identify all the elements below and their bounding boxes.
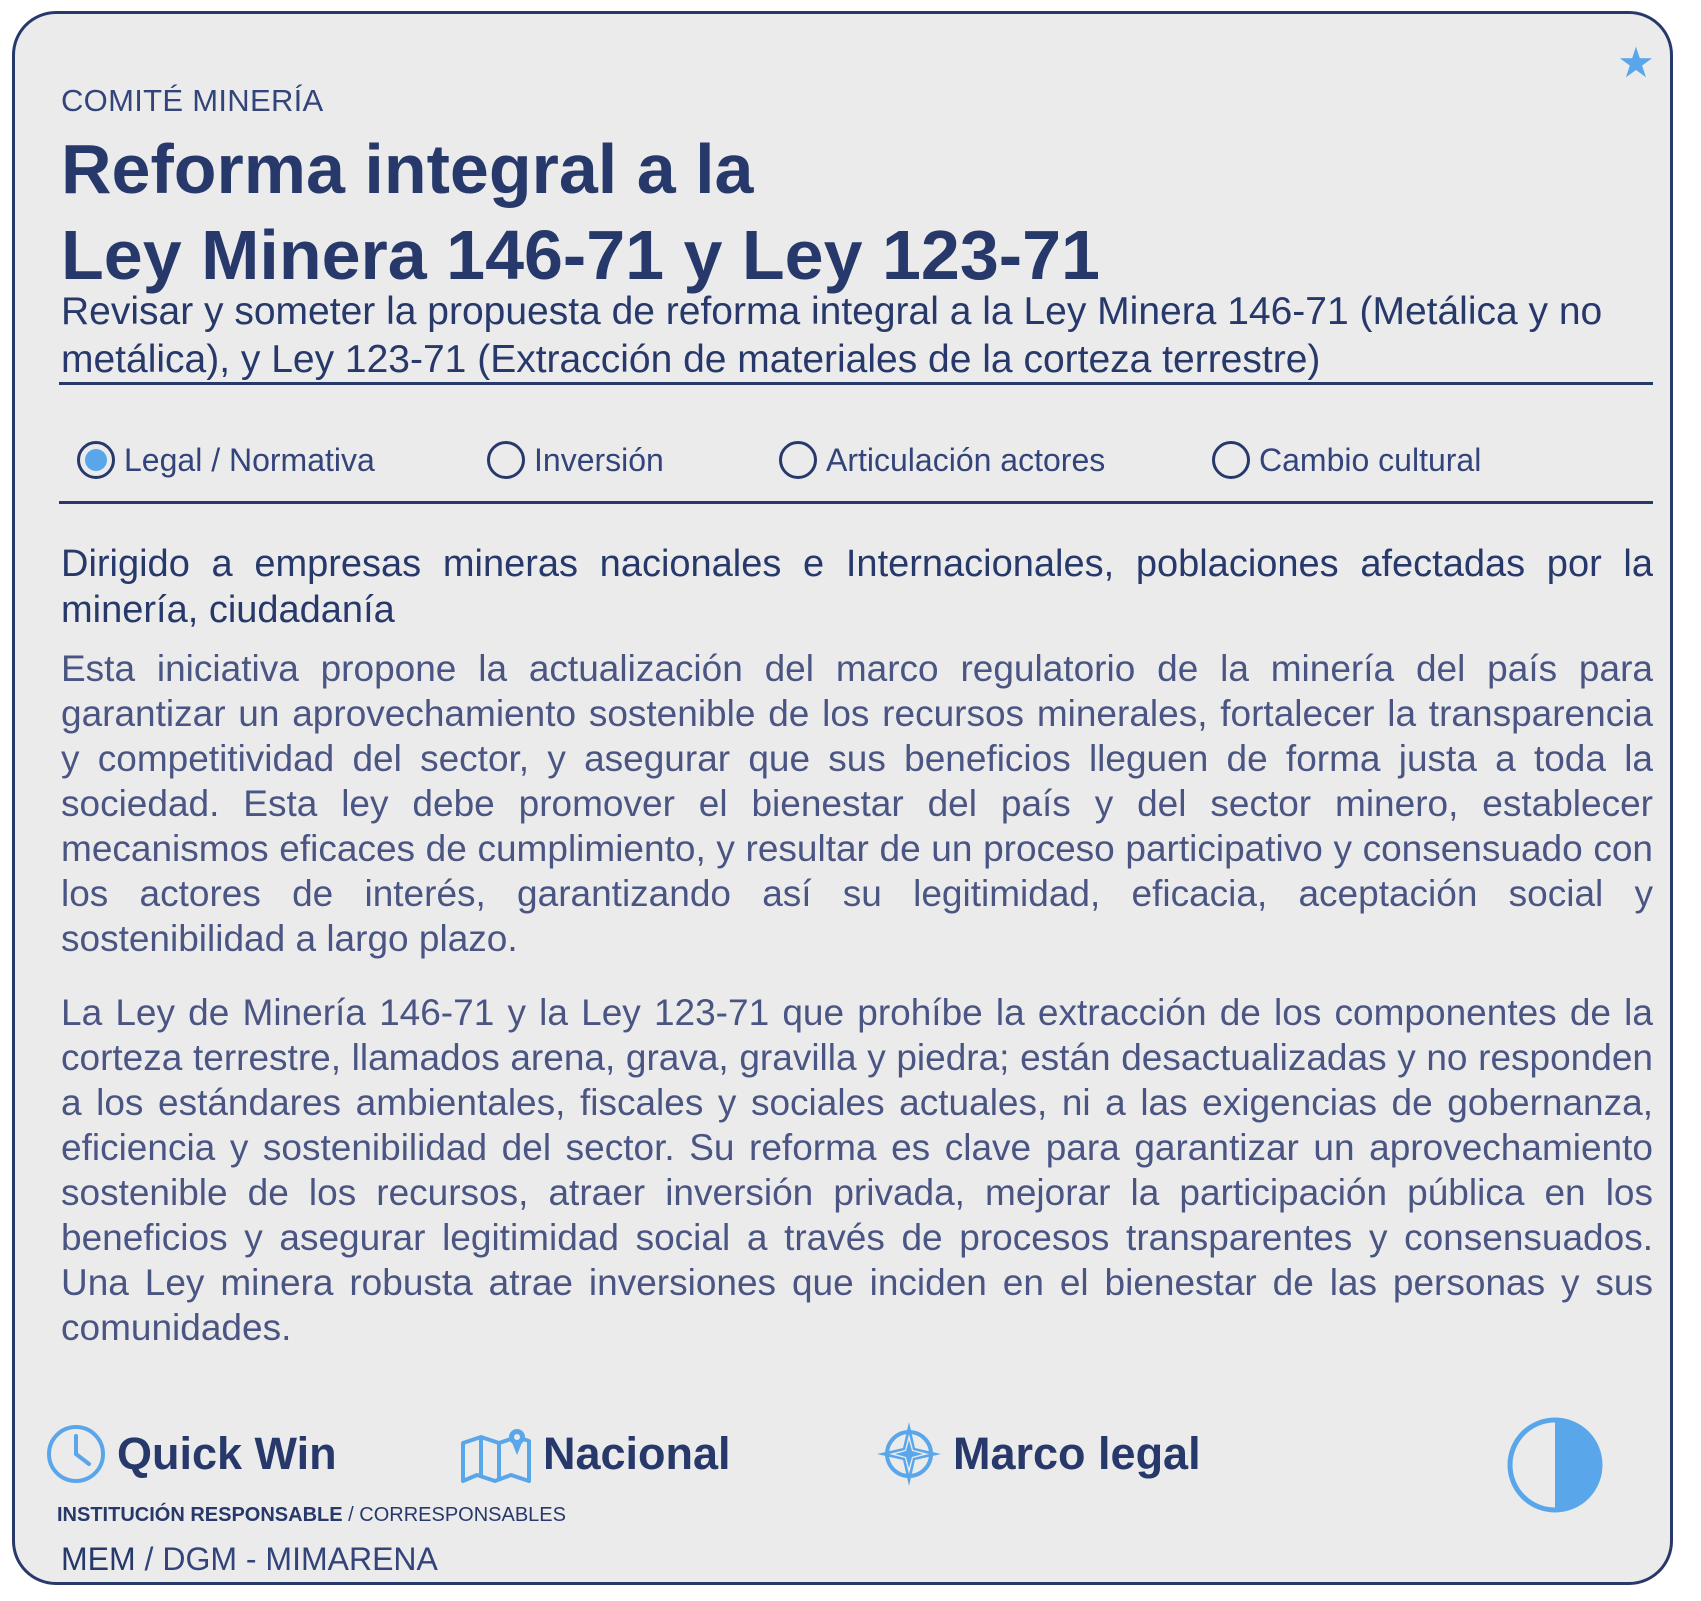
star-icon[interactable]: ★ (1617, 39, 1655, 86)
title-line-2: Ley Minera 146-71 y Ley 123-71 (61, 216, 1100, 294)
category-option-articulacion[interactable] (779, 436, 1105, 484)
compass-rose-icon (875, 1420, 943, 1488)
instrument-label: Marco legal (953, 1428, 1201, 1479)
institution-value (61, 1541, 438, 1578)
institution-label-rest: / CORRESPONSABLES (342, 1504, 566, 1526)
category-option-legal[interactable] (77, 436, 375, 484)
category-label: Articulación actores (826, 441, 1106, 478)
initiative-card (12, 11, 1673, 1585)
category-label: Cambio cultural (1259, 441, 1482, 478)
half-circle-icon (1505, 1415, 1605, 1520)
divider-bottom (59, 501, 1653, 504)
category-label: Inversión (534, 441, 664, 478)
radio-empty-icon[interactable] (1212, 441, 1250, 479)
institution-label (57, 1504, 566, 1527)
committee-label: COMITÉ MINERÍA (61, 83, 324, 118)
category-label: Legal / Normativa (124, 441, 375, 478)
responsible-institution: MEM (61, 1541, 136, 1577)
divider-top (59, 382, 1653, 385)
category-option-cambio[interactable] (1212, 436, 1481, 484)
timeframe-tag (45, 1419, 337, 1489)
scope-tag (459, 1419, 731, 1489)
description-paragraph-1: Esta iniciativa propone la actualización del marco regulatorio de la minería del país para garantizar un aprovechamiento sostenible de los recursos minerales, fortalecer la transparencia y competitividad del sector, y asegurar que sus beneficios lleguen de forma justa a toda la sociedad. Esta ley debe promover el bienestar del país y del sector minero, establecer mecanismos eficaces de cumplimiento, y resultar de un proceso participativo y consensuado con los actores de interés, garantizando así su legitimidad, eficacia, aceptación social y sostenibilidad a largo plazo. (61, 648, 1653, 959)
title-line-1: Reforma integral a la (61, 130, 754, 208)
radio-empty-icon[interactable] (487, 441, 525, 479)
instrument-tag (875, 1419, 1201, 1489)
audience-text: Dirigido a empresas mineras nacionales e Internacionales, poblaciones afectadas por la minería, ciudadanía (61, 543, 1653, 631)
description-paragraph-2: La Ley de Minería 146-71 y la Ley 123-71 que prohíbe la extracción de los componentes de la corteza terrestre, llamados arena, grava, gravilla y piedra; están desactualizadas y no responden a los estándares ambientales, fiscales y sociales actuales, ni a las exigencias de gobernanza, eficiencia y sostenibilidad del sector. Su reforma es clave para garantizar un aprovechamiento sostenible de los recursos, atraer inversión privada, mejorar la participación pública en los beneficios y asegurar legitimidad social a través de procesos transparentes y consensuados. Una Ley minera robusta atrae inversiones que inciden en el bienestar de las personas y sus comunidades. (61, 992, 1653, 1348)
timeframe-label: Quick Win (117, 1428, 337, 1479)
subtitle: Revisar y someter la propuesta de reforma integral a la Ley Minera 146-71 (Metálica y no metálica), y Ley 123-71 (Extracción de materiales de la corteza terrestre) (61, 290, 1603, 381)
radio-selected-icon[interactable] (77, 441, 115, 479)
co-responsible-institutions: / DGM - MIMARENA (135, 1541, 438, 1577)
category-option-inversion[interactable] (487, 436, 664, 484)
map-pin-icon (459, 1423, 533, 1485)
institution-label-bold: INSTITUCIÓN RESPONSABLE (57, 1504, 343, 1526)
clock-icon (45, 1423, 107, 1485)
scope-label: Nacional (543, 1428, 731, 1479)
radio-empty-icon[interactable] (779, 441, 817, 479)
page-title (61, 126, 1100, 298)
